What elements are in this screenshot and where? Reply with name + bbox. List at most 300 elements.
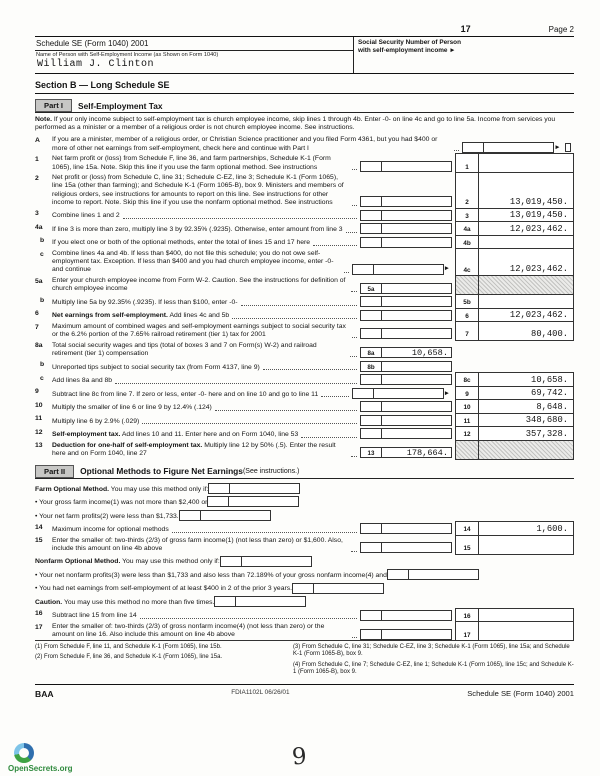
part2-header	[35, 465, 574, 479]
inline-entry-value	[382, 428, 452, 439]
inline-entry-box	[179, 510, 271, 521]
dot-leader	[215, 410, 357, 411]
line-code-box: 4c	[455, 248, 479, 276]
line-code-box: 7	[455, 321, 479, 341]
line-text: Enter the smaller of: two-thirds (2/3) of gross nonfarm income(4) (not less than zero) or the amount on line 16. Also include this amount on line 4b above	[52, 623, 325, 639]
line-amount-box: 8,648.	[479, 399, 574, 414]
line-code-box: 2	[455, 172, 479, 208]
line-code-box: 5b	[455, 294, 479, 309]
inline-box-label	[360, 210, 382, 221]
line-number: 14	[35, 523, 43, 531]
line-amount-box	[479, 440, 574, 460]
line-amount-box	[479, 235, 574, 250]
inline-entry-box	[360, 629, 452, 640]
line-number: b	[40, 361, 45, 369]
line-text: Multiply line 6 by 2.9% (.029)	[52, 417, 140, 425]
line-amount-box: 80,400.	[479, 321, 574, 341]
line-number: 4a	[35, 223, 43, 231]
line-number: 3	[35, 210, 39, 218]
inline-box-label	[360, 161, 382, 172]
line-number: b	[40, 237, 45, 245]
note-bold-prefix: Note.	[35, 116, 52, 123]
inline-entry-box	[360, 328, 452, 339]
line-description	[52, 521, 455, 536]
dot-leader	[351, 456, 357, 457]
handwritten-page-number: 9	[291, 743, 308, 771]
form-line	[35, 426, 574, 441]
form-line	[35, 508, 574, 523]
line-description	[35, 567, 574, 582]
line-text: Subtract line 8c from line 7. If zero or less, enter -0- here and on line 10 and go to line 11	[52, 390, 319, 398]
line-text: Enter the smaller of: two-thirds (2/3) of gross farm income(1) (not less than zero) or $1,600. Also, include this amount on line 4b above	[52, 536, 343, 552]
line-amount-box	[479, 359, 574, 374]
opensecrets-logo-text: OpenSecrets.org	[8, 764, 73, 773]
inline-entry-box	[360, 428, 452, 439]
form-line	[35, 494, 574, 509]
line-code-box: 17	[455, 621, 479, 641]
inline-entry-box	[360, 210, 452, 221]
inline-entry-box	[360, 347, 452, 358]
inline-box-label	[220, 556, 242, 567]
line-description	[52, 608, 455, 623]
inline-box-label: 13	[360, 447, 382, 458]
line-number: 11	[35, 415, 43, 423]
line-amount-box: 13,019,450.	[479, 172, 574, 208]
form-print-code: FDIA1102L 06/26/01	[231, 688, 290, 696]
form-line	[35, 608, 574, 623]
line-code-box	[455, 440, 479, 460]
line-code-box: 4b	[455, 235, 479, 250]
line-code-box	[455, 340, 479, 360]
line-description	[52, 426, 455, 441]
footnote-1: (1) From Schedule F, line 11, and Schedule K-1 (Form 1065), line 15b.	[35, 644, 222, 651]
line-amount-box: 12,023,462.	[479, 308, 574, 323]
dot-leader	[313, 245, 357, 246]
taxpayer-name: William J. Clinton	[37, 59, 155, 70]
inline-entry-box	[292, 583, 384, 594]
line-text: If you elect one or both of the optional methods, enter the total of lines 15 and 17 here	[52, 239, 311, 247]
inline-box-label	[360, 296, 382, 307]
form-header-left	[35, 37, 353, 73]
footnote-3: (3) From Schedule C, line 31; Schedule C-EZ, line 3; Schedule K-1 (Form 1065), line 15a; and Schedule K-1 (Form 1065-B), box 9.	[292, 644, 570, 658]
form-line	[35, 386, 574, 401]
line-number: c	[40, 250, 44, 258]
dot-leader	[321, 396, 348, 397]
inline-entry-value	[382, 542, 452, 553]
line-description	[52, 399, 455, 414]
line-code-box: 4a	[455, 221, 479, 236]
form-line	[35, 440, 574, 460]
line-code-box: 10	[455, 399, 479, 414]
form-footer	[35, 689, 574, 699]
line-number: 8a	[35, 342, 43, 350]
ssn-label-line2: with self-employment income ►	[358, 47, 456, 54]
dot-leader	[115, 383, 357, 384]
inline-entry-box	[387, 569, 479, 580]
form-line	[35, 399, 574, 414]
line-text: Multiply the smaller of line 6 or line 9 by 12.4% (.124)	[52, 404, 212, 412]
inline-box-label	[360, 237, 382, 248]
inline-entry-value	[382, 629, 452, 640]
line-description	[35, 581, 574, 596]
dot-leader	[352, 337, 357, 338]
inline-entry-value	[382, 196, 452, 207]
line-text: Deduction for one-half of self-employment tax. Multiply line 12 by 50% (.5). Enter the result here and on Form 1040, line 27	[52, 441, 336, 458]
line-code-box	[455, 275, 479, 295]
part1-tag: Part I	[35, 99, 72, 112]
part2-lines	[35, 481, 574, 641]
part2-tag: Part II	[35, 465, 74, 478]
line-text: • Your gross farm income(1) was not more than $2,400 or	[35, 499, 208, 507]
line-code-box: 16	[455, 608, 479, 623]
inline-entry-value	[382, 210, 452, 221]
line-description	[35, 594, 574, 609]
line-code-box: 11	[455, 413, 479, 428]
baa-mark: BAA	[35, 688, 54, 699]
inline-entry-box	[360, 283, 452, 294]
inline-entry-value	[382, 237, 452, 248]
inline-box-label	[214, 596, 236, 607]
part1-note	[35, 113, 574, 134]
inline-entry-value	[382, 610, 452, 621]
form-line	[35, 308, 574, 323]
inline-box-label	[360, 328, 382, 339]
form-line	[35, 294, 574, 309]
line-number: A	[35, 136, 40, 144]
dot-leader	[142, 423, 357, 424]
ssn-label-line1: Social Security Number of Person	[358, 39, 461, 46]
inline-entry-box	[360, 196, 452, 207]
inline-entry-box	[360, 223, 452, 234]
inline-box-label: 8a	[360, 347, 382, 358]
inline-box-label	[360, 428, 382, 439]
form-line	[35, 321, 574, 341]
dot-leader	[232, 318, 357, 319]
inline-entry-box	[352, 264, 444, 275]
dot-leader	[351, 551, 357, 552]
dot-leader	[346, 232, 357, 233]
inline-entry-box	[360, 542, 452, 553]
footnotes-right-column	[293, 644, 574, 680]
form-header	[35, 36, 574, 74]
part2-title-suffix: (See instructions.)	[242, 467, 300, 475]
line-description	[52, 359, 455, 374]
section-b-title: Section B — Long Schedule SE	[35, 74, 574, 94]
line-description	[52, 153, 455, 173]
line-number: c	[40, 374, 44, 382]
line-description	[52, 235, 455, 250]
dot-leader	[454, 150, 459, 151]
inline-box-label: 5a	[360, 283, 382, 294]
inline-box-label	[360, 610, 382, 621]
line-text: • Your net nonfarm profits(3) were less than $1,733 and also less than 72.189% of your gross nonfarm income(4) and	[35, 571, 387, 579]
line-number: 7	[35, 323, 39, 331]
inline-entry-box	[360, 401, 452, 412]
inline-entry-value	[230, 483, 300, 494]
line-amount-box: 348,680.	[479, 413, 574, 428]
footnotes-left-column	[35, 644, 283, 680]
inline-entry-value	[242, 556, 312, 567]
form-line	[35, 221, 574, 236]
inline-entry-box	[462, 142, 554, 153]
line-text: Maximum income for optional methods	[52, 526, 169, 534]
form-line	[35, 208, 574, 223]
line-description	[35, 494, 574, 509]
form-line	[35, 413, 574, 428]
line-description	[52, 386, 455, 401]
inline-box-label	[387, 569, 409, 580]
footnote-4: (4) From Schedule C, line 7; Schedule C-EZ, line 1; Schedule K-1 (Form 1065), line 15c; and Schedule K-1 (Form 1065-B), box 9.	[292, 661, 574, 676]
line-description	[35, 481, 574, 496]
inline-entry-box	[214, 596, 306, 607]
line-description	[52, 413, 455, 428]
line-text: Multiply line 5a by 92.35% (.9235). If less than $100, enter -0-	[52, 298, 238, 306]
dot-leader	[352, 169, 357, 170]
dot-leader	[344, 272, 349, 273]
line-number: 2	[35, 174, 39, 182]
part2-title: Optional Methods to Figure Net Earnings	[80, 466, 243, 477]
inline-entry-value	[382, 223, 452, 234]
inline-box-label	[208, 483, 230, 494]
inline-entry-box	[360, 447, 452, 458]
inline-box-label	[360, 629, 382, 640]
line-text: Self-employment tax. Add lines 10 and 11. Enter here and on Form 1040, line 53	[52, 431, 299, 439]
inline-box-label	[352, 264, 374, 275]
footer-form-id: Schedule SE (Form 1040) 2001	[467, 688, 574, 698]
checkbox-icon	[565, 143, 571, 152]
line-description	[52, 221, 455, 236]
form-title: Schedule SE (Form 1040) 2001	[35, 37, 353, 51]
dot-leader	[301, 437, 357, 438]
inline-box-label	[360, 310, 382, 321]
inline-box-label	[462, 142, 484, 153]
line-text: • Your net farm profits(2) were less than $1,733.	[35, 512, 179, 520]
inline-entry-box	[360, 374, 452, 385]
line-description	[52, 134, 574, 154]
line-amount-box	[479, 153, 574, 173]
line-text: • You had net earnings from self-employment of at least $400 in 2 of the prior 3 years.	[35, 585, 293, 593]
part1-title: Self-Employment Tax	[78, 100, 163, 111]
line-code-box	[455, 359, 479, 374]
line-amount-box	[479, 294, 574, 309]
line-description	[35, 508, 574, 523]
inline-entry-value	[382, 415, 452, 426]
dot-leader	[351, 291, 357, 292]
dot-leader	[123, 218, 357, 219]
inline-entry-value: 178,664.	[382, 447, 452, 458]
inline-entry-box	[360, 237, 452, 248]
inline-entry-value	[314, 583, 384, 594]
inline-box-label	[360, 542, 382, 553]
inline-entry-value	[382, 328, 452, 339]
line-text: If line 3 is more than zero, multiply line 3 by 92.35% (.9235). Otherwise, enter amount from line 3	[52, 225, 343, 233]
inline-box-label	[292, 583, 314, 594]
line-amount-box: 10,658.	[479, 372, 574, 387]
form-line	[35, 594, 574, 609]
inline-entry-box	[207, 496, 299, 507]
line-text: Unreported tips subject to social security tax (from Form 4137, line 9)	[52, 363, 260, 371]
line-number: 15	[35, 537, 43, 545]
form-line	[35, 567, 574, 582]
inline-box-label	[352, 388, 374, 399]
footnote-2: (2) From Schedule F, line 36, and Schedule K-1 (Form 1065), line 15a.	[35, 654, 223, 661]
line-description	[35, 554, 574, 569]
line-number: b	[40, 296, 45, 304]
inline-entry-value	[484, 142, 554, 153]
inline-entry-box	[360, 610, 452, 621]
arrow-icon: ►	[443, 265, 450, 273]
line-description	[52, 275, 455, 295]
inline-box-label	[360, 523, 382, 534]
line-amount-box: 69,742.	[479, 386, 574, 401]
line-number: 10	[35, 401, 43, 409]
inline-entry-box	[352, 388, 444, 399]
line-text: Enter your church employee income from Form W-2. Caution. See the instructions for definition of church employee income	[52, 277, 346, 293]
arrow-icon: ►	[554, 143, 561, 151]
line-text: Subtract line 15 from line 14	[52, 612, 137, 620]
form-line	[35, 134, 574, 154]
line-description	[52, 308, 455, 323]
arrow-icon: ►	[443, 389, 450, 397]
line-text: Maximum amount of combined wages and self-employment earnings subject to social security tax or the 6.2% portion of the 7.65% railroad retirement (tier 1) tax for 2001	[52, 323, 346, 339]
form-line	[35, 521, 574, 536]
line-code-box: 6	[455, 308, 479, 323]
form-line	[35, 554, 574, 569]
line-description	[52, 248, 455, 276]
line-description	[52, 535, 455, 555]
line-code-box: 9	[455, 386, 479, 401]
inline-entry-box	[360, 310, 452, 321]
form-line	[35, 581, 574, 596]
line-amount-box: 357,328.	[479, 426, 574, 441]
inline-entry-value	[382, 161, 452, 172]
line-number: 6	[35, 310, 39, 318]
note-text: If your only income subject to self-employment tax is church employee income, skip lines 1 through 4b. Enter -0- on line 4c and go to line 5a. Income from services you performed as a minister or a member of a religious order is not church employee income. See instructions.	[35, 116, 556, 132]
line-code-box: 3	[455, 208, 479, 223]
line-description	[52, 294, 455, 309]
line-description	[52, 621, 455, 641]
form-line	[35, 481, 574, 496]
line-code-box: 12	[455, 426, 479, 441]
line-amount-box: 1,600.	[479, 521, 574, 536]
line-description	[52, 172, 455, 208]
line-amount-box: 13,019,450.	[479, 208, 574, 223]
inline-entry-value	[382, 310, 452, 321]
inline-box-label	[360, 223, 382, 234]
line-amount-box	[479, 535, 574, 555]
inline-box-label	[179, 510, 201, 521]
line-code-box: 15	[455, 535, 479, 555]
name-field-label: Name of Person with Self-Employment Income (as Shown on Form 1040)	[36, 52, 219, 58]
line-amount-box: 12,023,462.	[479, 248, 574, 276]
part1-header	[35, 99, 574, 113]
form-line	[35, 359, 574, 374]
packet-page-number: 17	[460, 24, 471, 34]
line-number: 5a	[35, 277, 43, 285]
dot-leader	[350, 356, 357, 357]
line-number: 1	[35, 155, 39, 163]
inline-entry-value	[382, 401, 452, 412]
line-text: Add lines 8a and 8b	[52, 377, 113, 385]
opensecrets-logo	[8, 743, 72, 773]
inline-entry-value	[374, 264, 444, 275]
part1-lines	[35, 134, 574, 459]
line-description	[52, 372, 455, 387]
inline-entry-value	[201, 510, 271, 521]
line-text: Combine lines 4a and 4b. If less than $400, do not file this schedule; you do not owe self-employment tax. Exception. If less than $400 and you had church employee income, enter -0- and continue	[52, 250, 334, 274]
footnotes	[35, 640, 574, 685]
form-line	[35, 340, 574, 360]
dot-leader	[352, 205, 357, 206]
inline-box-label	[360, 196, 382, 207]
inline-entry-value	[382, 296, 452, 307]
form-line	[35, 248, 574, 276]
dot-leader	[241, 305, 357, 306]
form-line	[35, 172, 574, 208]
inline-entry-value	[374, 388, 444, 399]
inline-entry-box	[360, 523, 452, 534]
inline-entry-value	[236, 596, 306, 607]
page-header	[35, 24, 574, 34]
form-line	[35, 621, 574, 641]
line-text: Combine lines 1 and 2	[52, 212, 120, 220]
line-text: Farm Optional Method. You may use this method only if:	[35, 485, 209, 493]
line-text: If you are a minister, member of a religious order, or Christian Science practitioner and you filed Form 4361, but you had $400 or more of other net earnings from self-employment, check here and continue with Part I	[52, 136, 438, 152]
line-text: Caution. You may use this method no more than five times.	[35, 598, 215, 606]
line-text: Net farm profit or (loss) from Schedule F, line 36, and farm partnerships, Schedule K-1 (Form 1065), line 15a. Note. Skip this line if you use the farm optional method. See instructions	[52, 155, 331, 171]
line-amount-box	[479, 608, 574, 623]
inline-entry-box	[220, 556, 312, 567]
form-page-label: Page 2	[548, 25, 574, 34]
inline-box-label	[360, 374, 382, 385]
inline-entry-box	[360, 161, 452, 172]
inline-entry-value	[409, 569, 479, 580]
inline-entry-box	[208, 483, 300, 494]
line-text: Net profit or (loss) from Schedule C, line 31; Schedule C-EZ, line 3; Schedule K-1 (Form 1065), line 15a (other than farming); and Schedule K-1 (Form 1065-B), box 9. Ministers and members of religious orders, see instructions for amounts to report on this line. See instructions for other income to report. Note. Skip this line if you use the nonfarm optional method. See instructions	[52, 174, 344, 206]
line-description	[52, 208, 455, 223]
form-line	[35, 372, 574, 387]
form-line	[35, 153, 574, 173]
line-code-box: 14	[455, 521, 479, 536]
dot-leader	[352, 637, 357, 638]
inline-entry-value	[382, 374, 452, 385]
inline-entry-box	[360, 296, 452, 307]
form-line	[35, 275, 574, 295]
inline-entry-value: 10,658.	[382, 347, 452, 358]
dot-leader	[263, 369, 357, 370]
line-number: 17	[35, 623, 43, 631]
inline-entry-value	[382, 361, 452, 372]
ssn-box	[353, 37, 574, 73]
inline-box-label	[360, 415, 382, 426]
line-amount-box	[479, 275, 574, 295]
line-code-box: 8c	[455, 372, 479, 387]
inline-entry-box	[360, 415, 452, 426]
inline-box-label: 8b	[360, 361, 382, 372]
line-description	[52, 321, 455, 341]
line-number: 9	[35, 388, 39, 396]
line-text: Total social security wages and tips (total of boxes 3 and 7 on Form(s) W-2) and railroad retirement (tier 1) compensation	[52, 341, 317, 358]
line-amount-box	[479, 621, 574, 641]
inline-entry-box	[360, 361, 452, 372]
opensecrets-swirl-icon	[14, 743, 34, 763]
line-code-box: 1	[455, 153, 479, 173]
form-line	[35, 235, 574, 250]
inline-box-label	[360, 401, 382, 412]
inline-entry-value	[382, 283, 452, 294]
form-line	[35, 535, 574, 555]
line-text: Nonfarm Optional Method. You may use this method only if:	[35, 558, 220, 566]
